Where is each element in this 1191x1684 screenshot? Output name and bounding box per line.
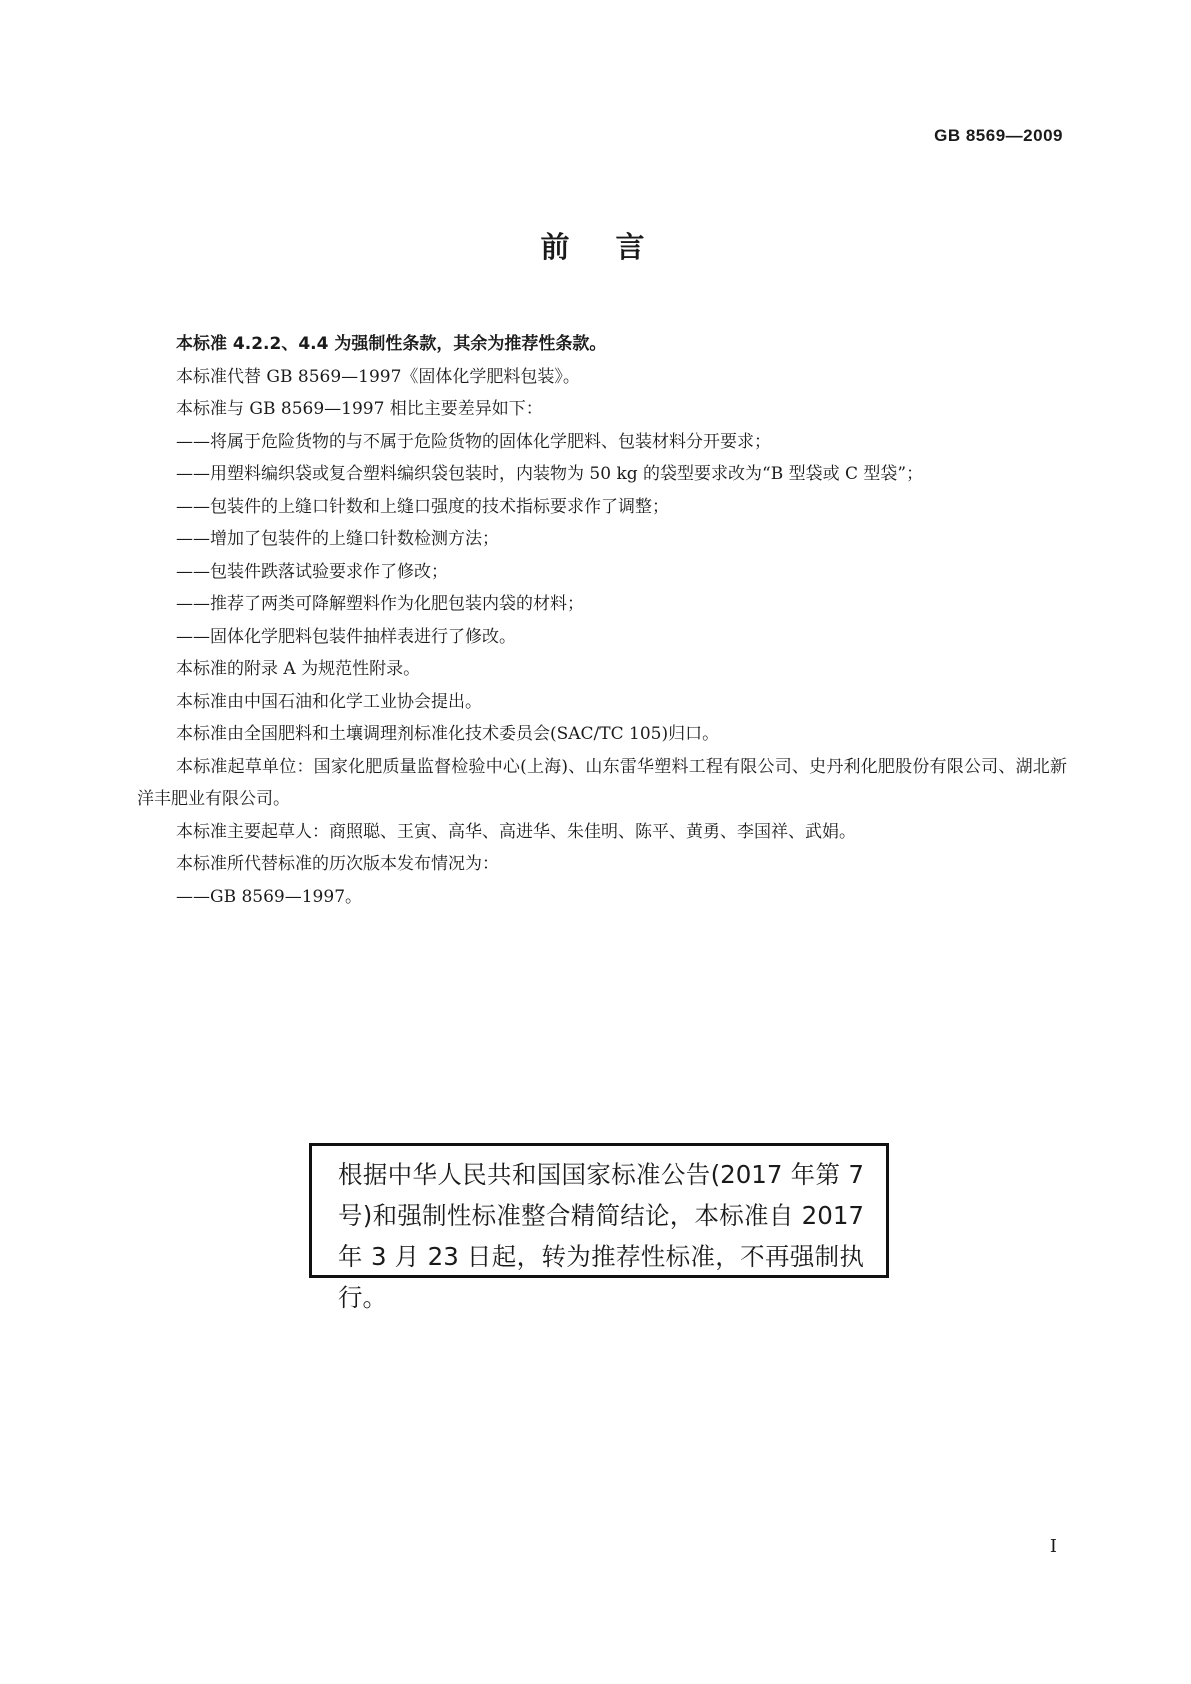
proposer-statement: 本标准由中国石油和化学工业协会提出。 [176,691,482,712]
standard-code: GB 8569—2009 [934,126,1063,145]
page-title: 前言 [540,230,691,264]
difference-item: ——包装件跌落试验要求作了修改； [176,561,448,582]
difference-item: ——固体化学肥料包装件抽样表进行了修改。 [176,626,516,647]
mandatory-clause-statement: 本标准 4.2.2、4.4 为强制性条款，其余为推荐性条款。 [176,334,607,354]
difference-item: ——增加了包装件的上缝口针数检测方法； [176,529,499,549]
drafters: 本标准主要起草人：商照聪、王寅、高华、高进华、朱佳明、陈平、黄勇、李国祥、武娟。 [176,821,856,842]
version-history-item: ——GB 8569—1997。 [176,886,363,907]
page-number: I [1049,1536,1057,1557]
replaces-statement: 本标准代替 GB 8569—1997《固体化学肥料包装》。 [176,366,580,387]
status-notice-box [309,1143,889,1312]
version-history-intro: 本标准所代替标准的历次版本发布情况为： [176,854,499,874]
difference-item: ——用塑料编织袋或复合塑料编织袋包装时，内装物为 50 kg 的袋型要求改为“B 型袋或 C 型袋”； [176,464,924,484]
difference-item: ——推荐了两类可降解塑料作为化肥包装内袋的材料； [176,594,584,614]
foreword-body [137,328,1067,913]
status-notice-text: 根据中华人民共和国国家标准公告(2017 年第 7 号)和强制性标准整合精简结论，本标准自 2017 年 3 月 23 日起，转为推荐性标准，不再强制执行。 [338,1160,864,1312]
difference-item: ——包装件的上缝口针数和上缝口强度的技术指标要求作了调整； [176,496,669,517]
drafting-units: 本标准起草单位：国家化肥质量监督检验中心(上海)、山东雷华塑料工程有限公司、史丹利化肥股份有限公司、湖北新洋丰肥业有限公司。 [137,756,1067,809]
differences-intro: 本标准与 GB 8569—1997 相比主要差异如下： [176,399,543,419]
difference-item: ——将属于危险货物的与不属于危险货物的固体化学肥料、包装材料分开要求； [176,431,771,452]
appendix-statement: 本标准的附录 A 为规范性附录。 [176,659,421,679]
committee-statement: 本标准由全国肥料和土壤调理剂标准化技术委员会(SAC/TC 105)归口。 [176,724,720,744]
